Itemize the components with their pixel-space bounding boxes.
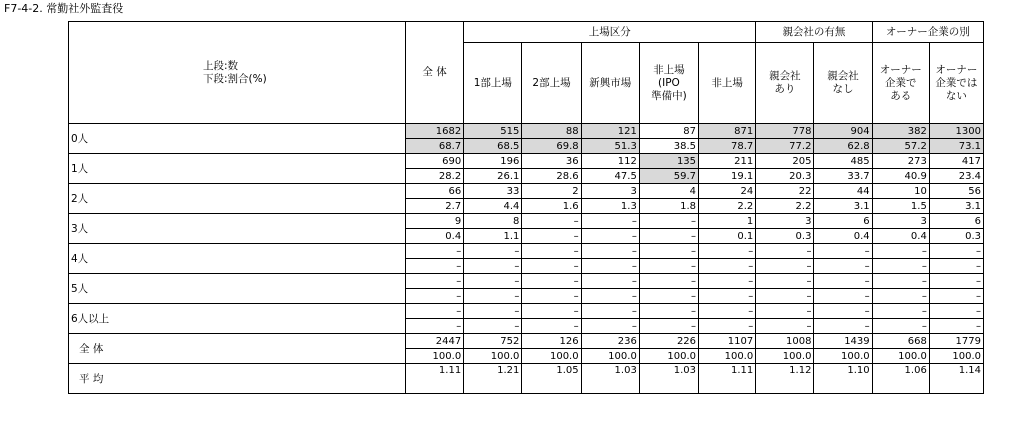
count-cell: 3 (872, 214, 929, 229)
row-label: 2人 (69, 184, 406, 214)
average-cell: 1.03 (581, 364, 639, 394)
percent-cell: 100.0 (639, 349, 698, 364)
col-header (756, 43, 814, 124)
count-cell: – (929, 304, 983, 319)
percent-cell: 40.9 (872, 169, 929, 184)
percent-cell: – (581, 229, 639, 244)
percent-cell: 0.4 (814, 229, 872, 244)
percent-cell: 0.1 (699, 229, 756, 244)
row-label: 5人 (69, 274, 406, 304)
percent-cell: – (639, 319, 698, 334)
percent-cell: 100.0 (872, 349, 929, 364)
legend-line-2: 下段:割合(%) (203, 72, 267, 85)
count-cell: 44 (814, 184, 872, 199)
count-cell: 205 (756, 154, 814, 169)
count-cell: 211 (699, 154, 756, 169)
percent-cell: 100.0 (756, 349, 814, 364)
col-header-line: オーナー (879, 63, 922, 76)
percent-cell: – (814, 259, 872, 274)
count-cell: – (872, 304, 929, 319)
count-cell: – (581, 214, 639, 229)
percent-cell: – (522, 229, 581, 244)
percent-cell: – (522, 259, 581, 274)
count-cell: 690 (405, 154, 463, 169)
col-header-total: 全 体 (405, 22, 463, 124)
count-cell: 1682 (405, 124, 463, 139)
group-header-listing: 上場区分 (464, 22, 756, 43)
percent-cell: 4.4 (464, 199, 522, 214)
percent-cell: 38.5 (639, 139, 698, 154)
percent-cell: – (756, 319, 814, 334)
col-header-line: なし (832, 83, 854, 95)
count-cell: 112 (581, 154, 639, 169)
percent-cell: – (872, 289, 929, 304)
col-header-line: (IPO (658, 76, 680, 89)
count-cell: 236 (581, 334, 639, 349)
count-cell: – (699, 304, 756, 319)
count-cell: 1300 (929, 124, 983, 139)
count-cell: – (581, 304, 639, 319)
legend-cell (69, 22, 406, 124)
percent-cell: 0.3 (756, 229, 814, 244)
col-header (929, 43, 983, 124)
percent-cell: – (929, 259, 983, 274)
percent-cell: 0.3 (929, 229, 983, 244)
col-header-line: ない (945, 89, 967, 102)
count-cell: 1779 (929, 334, 983, 349)
percent-cell: 100.0 (814, 349, 872, 364)
count-cell: 56 (929, 184, 983, 199)
average-cell: 1.14 (929, 364, 983, 394)
count-cell: 515 (464, 124, 522, 139)
count-cell: 6 (814, 214, 872, 229)
percent-cell: – (872, 259, 929, 274)
row-label: 1人 (69, 154, 406, 184)
count-cell: 6 (929, 214, 983, 229)
count-cell: 904 (814, 124, 872, 139)
count-cell: 196 (464, 154, 522, 169)
count-cell: 88 (522, 124, 581, 139)
row-label: 6人以上 (69, 304, 406, 334)
percent-cell: 47.5 (581, 169, 639, 184)
percent-cell: – (405, 259, 463, 274)
percent-cell: – (699, 259, 756, 274)
percent-cell: 20.3 (756, 169, 814, 184)
count-cell: 87 (639, 124, 698, 139)
percent-cell: – (522, 289, 581, 304)
count-cell: 417 (929, 154, 983, 169)
group-header-parent: 親会社の有無 (756, 22, 872, 43)
count-cell: 752 (464, 334, 522, 349)
count-cell: – (814, 304, 872, 319)
col-header-line: 1部上場 (473, 76, 512, 89)
percent-cell: 100.0 (929, 349, 983, 364)
percent-cell: 77.2 (756, 139, 814, 154)
percent-cell: – (814, 289, 872, 304)
count-cell: – (464, 274, 522, 289)
percent-cell: – (872, 319, 929, 334)
percent-cell: 2.2 (756, 199, 814, 214)
percent-cell: 1.5 (872, 199, 929, 214)
percent-cell: – (581, 319, 639, 334)
average-cell: 1.12 (756, 364, 814, 394)
row-label: 4人 (69, 244, 406, 274)
count-cell: 4 (639, 184, 698, 199)
average-cell: 1.11 (405, 364, 463, 394)
percent-cell: – (699, 319, 756, 334)
row-label: 0人 (69, 124, 406, 154)
count-cell: 24 (699, 184, 756, 199)
count-cell: – (405, 244, 463, 259)
percent-cell: 28.2 (405, 169, 463, 184)
percent-cell: – (405, 289, 463, 304)
percent-cell: – (929, 289, 983, 304)
col-header (699, 43, 756, 124)
count-cell: 1107 (699, 334, 756, 349)
percent-cell: 26.1 (464, 169, 522, 184)
percent-cell: – (639, 259, 698, 274)
count-cell: 121 (581, 124, 639, 139)
count-cell: – (464, 244, 522, 259)
percent-cell: 0.4 (872, 229, 929, 244)
percent-cell: 100.0 (522, 349, 581, 364)
percent-cell: – (814, 319, 872, 334)
percent-cell: 19.1 (699, 169, 756, 184)
col-header-line: 準備中) (651, 89, 687, 102)
average-cell: 1.10 (814, 364, 872, 394)
count-cell: – (581, 274, 639, 289)
count-cell: – (639, 214, 698, 229)
percent-cell: – (929, 319, 983, 334)
count-cell: – (522, 274, 581, 289)
data-table (68, 21, 984, 394)
percent-cell: 100.0 (464, 349, 522, 364)
count-cell: 3 (581, 184, 639, 199)
average-cell: 1.11 (699, 364, 756, 394)
count-cell: – (929, 274, 983, 289)
count-cell: 3 (756, 214, 814, 229)
percent-cell: 73.1 (929, 139, 983, 154)
col-header-line: オーナー (935, 63, 978, 76)
percent-cell: – (581, 289, 639, 304)
percent-cell: – (639, 229, 698, 244)
percent-cell: – (405, 319, 463, 334)
percent-cell: – (464, 289, 522, 304)
average-cell: 1.21 (464, 364, 522, 394)
count-cell: – (581, 244, 639, 259)
count-cell: – (872, 244, 929, 259)
count-cell: – (756, 244, 814, 259)
legend-line-1: 上段:数 (203, 59, 239, 72)
percent-cell: 33.7 (814, 169, 872, 184)
percent-cell: 100.0 (699, 349, 756, 364)
count-cell: – (522, 304, 581, 319)
count-cell: 135 (639, 154, 698, 169)
percent-cell: 69.8 (522, 139, 581, 154)
count-cell: – (522, 244, 581, 259)
percent-cell: 3.1 (929, 199, 983, 214)
count-cell: – (814, 274, 872, 289)
percent-cell: – (639, 289, 698, 304)
col-header-line: 親会社 (827, 70, 859, 82)
percent-cell: 3.1 (814, 199, 872, 214)
count-cell: 22 (756, 184, 814, 199)
count-cell: – (814, 244, 872, 259)
average-cell: 1.05 (522, 364, 581, 394)
percent-cell: – (464, 319, 522, 334)
percent-cell: – (756, 289, 814, 304)
count-cell: 9 (405, 214, 463, 229)
percent-cell: 62.8 (814, 139, 872, 154)
count-cell: 8 (464, 214, 522, 229)
group-header-owner: オーナー企業の別 (872, 22, 983, 43)
percent-cell: – (522, 319, 581, 334)
col-header-line: 企業で (884, 76, 917, 89)
count-cell: – (929, 244, 983, 259)
col-header-line: 非上場 (711, 76, 743, 89)
col-header-line: 親会社 (769, 70, 801, 82)
count-cell: – (639, 274, 698, 289)
count-cell: 2 (522, 184, 581, 199)
col-header-line: ある (890, 89, 912, 102)
count-cell: 33 (464, 184, 522, 199)
count-cell: – (639, 244, 698, 259)
percent-cell: 1.1 (464, 229, 522, 244)
percent-cell: 1.8 (639, 199, 698, 214)
percent-cell: 78.7 (699, 139, 756, 154)
percent-cell: 2.7 (405, 199, 463, 214)
count-cell: 382 (872, 124, 929, 139)
percent-cell: 100.0 (405, 349, 463, 364)
col-header (639, 43, 698, 124)
percent-cell: 2.2 (699, 199, 756, 214)
row-label: 3人 (69, 214, 406, 244)
col-header-line: 企業では (935, 76, 978, 89)
row-label: 全 体 (69, 334, 406, 364)
count-cell: 126 (522, 334, 581, 349)
count-cell: 36 (522, 154, 581, 169)
count-cell: – (522, 214, 581, 229)
col-header-line: あり (774, 83, 796, 95)
percent-cell: – (464, 259, 522, 274)
percent-cell: 57.2 (872, 139, 929, 154)
count-cell: 485 (814, 154, 872, 169)
count-cell: – (464, 304, 522, 319)
count-cell: 1008 (756, 334, 814, 349)
count-cell: 778 (756, 124, 814, 139)
count-cell: – (872, 274, 929, 289)
col-header (581, 43, 639, 124)
count-cell: 226 (639, 334, 698, 349)
count-cell: 273 (872, 154, 929, 169)
percent-cell: 59.7 (639, 169, 698, 184)
col-header-line: 非上場 (653, 63, 685, 76)
average-cell: 1.03 (639, 364, 698, 394)
count-cell: – (405, 304, 463, 319)
percent-cell: – (699, 289, 756, 304)
col-header-line: 新興市場 (589, 76, 632, 89)
percent-cell: 68.5 (464, 139, 522, 154)
percent-cell: 68.7 (405, 139, 463, 154)
col-header (522, 43, 581, 124)
percent-cell: – (756, 259, 814, 274)
count-cell: 10 (872, 184, 929, 199)
percent-cell: 23.4 (929, 169, 983, 184)
count-cell: – (756, 304, 814, 319)
count-cell: 2447 (405, 334, 463, 349)
percent-cell: 1.3 (581, 199, 639, 214)
count-cell: – (405, 274, 463, 289)
col-header (464, 43, 522, 124)
percent-cell: 0.4 (405, 229, 463, 244)
figure-title: F7-4-2. 常勤社外監査役 (4, 2, 124, 15)
count-cell: 668 (872, 334, 929, 349)
count-cell: 66 (405, 184, 463, 199)
col-header (872, 43, 929, 124)
count-cell: – (699, 274, 756, 289)
row-label-average: 平 均 (69, 364, 406, 394)
percent-cell: 51.3 (581, 139, 639, 154)
percent-cell: 100.0 (581, 349, 639, 364)
count-cell: – (699, 244, 756, 259)
percent-cell: 1.6 (522, 199, 581, 214)
count-cell: 871 (699, 124, 756, 139)
count-cell: 1 (699, 214, 756, 229)
count-cell: – (756, 274, 814, 289)
percent-cell: 28.6 (522, 169, 581, 184)
count-cell: – (639, 304, 698, 319)
count-cell: 1439 (814, 334, 872, 349)
col-header (814, 43, 872, 124)
average-cell: 1.06 (872, 364, 929, 394)
percent-cell: – (581, 259, 639, 274)
col-header-line: 2部上場 (532, 76, 571, 89)
